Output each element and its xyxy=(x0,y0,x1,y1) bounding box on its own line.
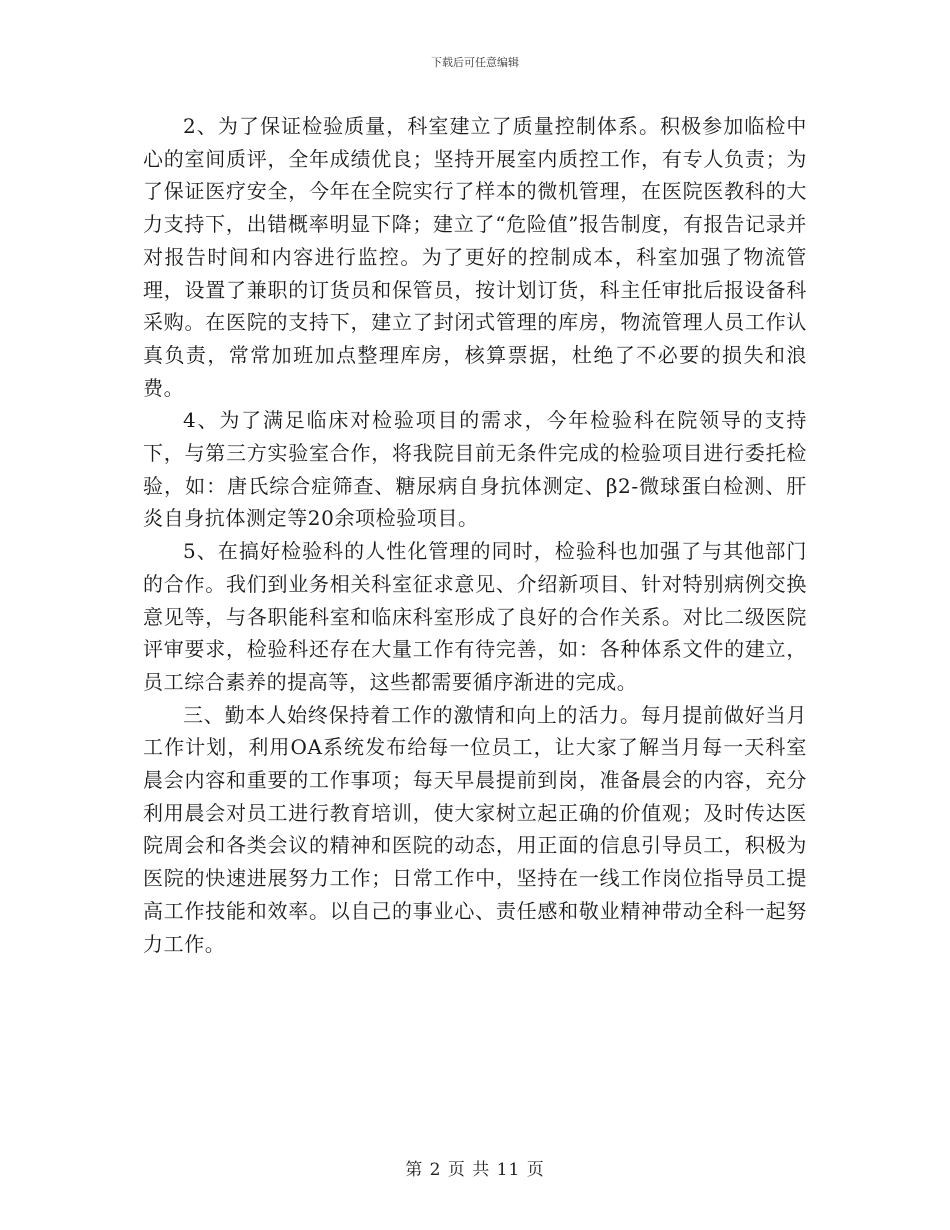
page-footer: 第 2 页 共 11 页 xyxy=(405,1160,545,1180)
page-header: 下载后可任意编辑 xyxy=(431,56,519,69)
paragraph-quality-control: 2、为了保证检验质量，科室建立了质量控制体系。积极参加临检中心的室间质评，全年成绩优良；坚持开展室内质控工作，有专人负责；为了保证医疗安全，今年在全院实行了样本的微机管理，在医院医教科的大力支持下，出错概率明显下降；建立了“危险值”报告制度，有报告记录并对报告时间和内容进行监控。为了更好的控制成本，科室加强了物流管理，设置了兼职的订货员和保管员，按计划订货，科主任审批后报设备科采购。在医院的支持下，建立了封闭式管理的库房，物流管理人员工作认真负责，常常加班加点整理库房，核算票据，杜绝了不必要的损失和浪费。 xyxy=(143,114,807,400)
paragraph-outsourced-testing: 4、为了满足临床对检验项目的需求，今年检验科在院领导的支持下，与第三方实验室合作，将我院目前无条件完成的检验项目进行委托检验，如：唐氏综合症筛查、糖尿病自身抗体测定、β2-微球蛋白检测、肝炎自身抗体测定等20余项检验项目。 xyxy=(143,408,807,531)
paragraph-diligence: 三、勤本人始终保持着工作的激情和向上的活力。每月提前做好当月工作计划，利用OA系统发布给每一位员工，让大家了解当月每一天科室晨会内容和重要的工作事项；每天早晨提前到岗，准备晨会的内容，充分利用晨会对员工进行教育培训，使大家树立起正确的价值观；及时传达医院周会和各类会议的精神和医院的动态，用正面的信息引导员工，积极为医院的快速进展努力工作；日常工作中，坚持在一线工作岗位指导员工提高工作技能和效率。以自己的事业心、责任感和敬业精神带动全科一起努力工作。 xyxy=(143,702,807,956)
paragraph-cooperation: 5、在搞好检验科的人性化管理的同时，检验科也加强了与其他部门的合作。我们到业务相关科室征求意见、介绍新项目、针对特别病例交换意见等，与各职能科室和临床科室形成了良好的合作关系。对比二级医院评审要求，检验科还存在大量工作有待完善，如：各种体系文件的建立，员工综合素养的提高等，这些都需要循序渐进的完成。 xyxy=(143,539,807,694)
document-body xyxy=(143,110,807,960)
